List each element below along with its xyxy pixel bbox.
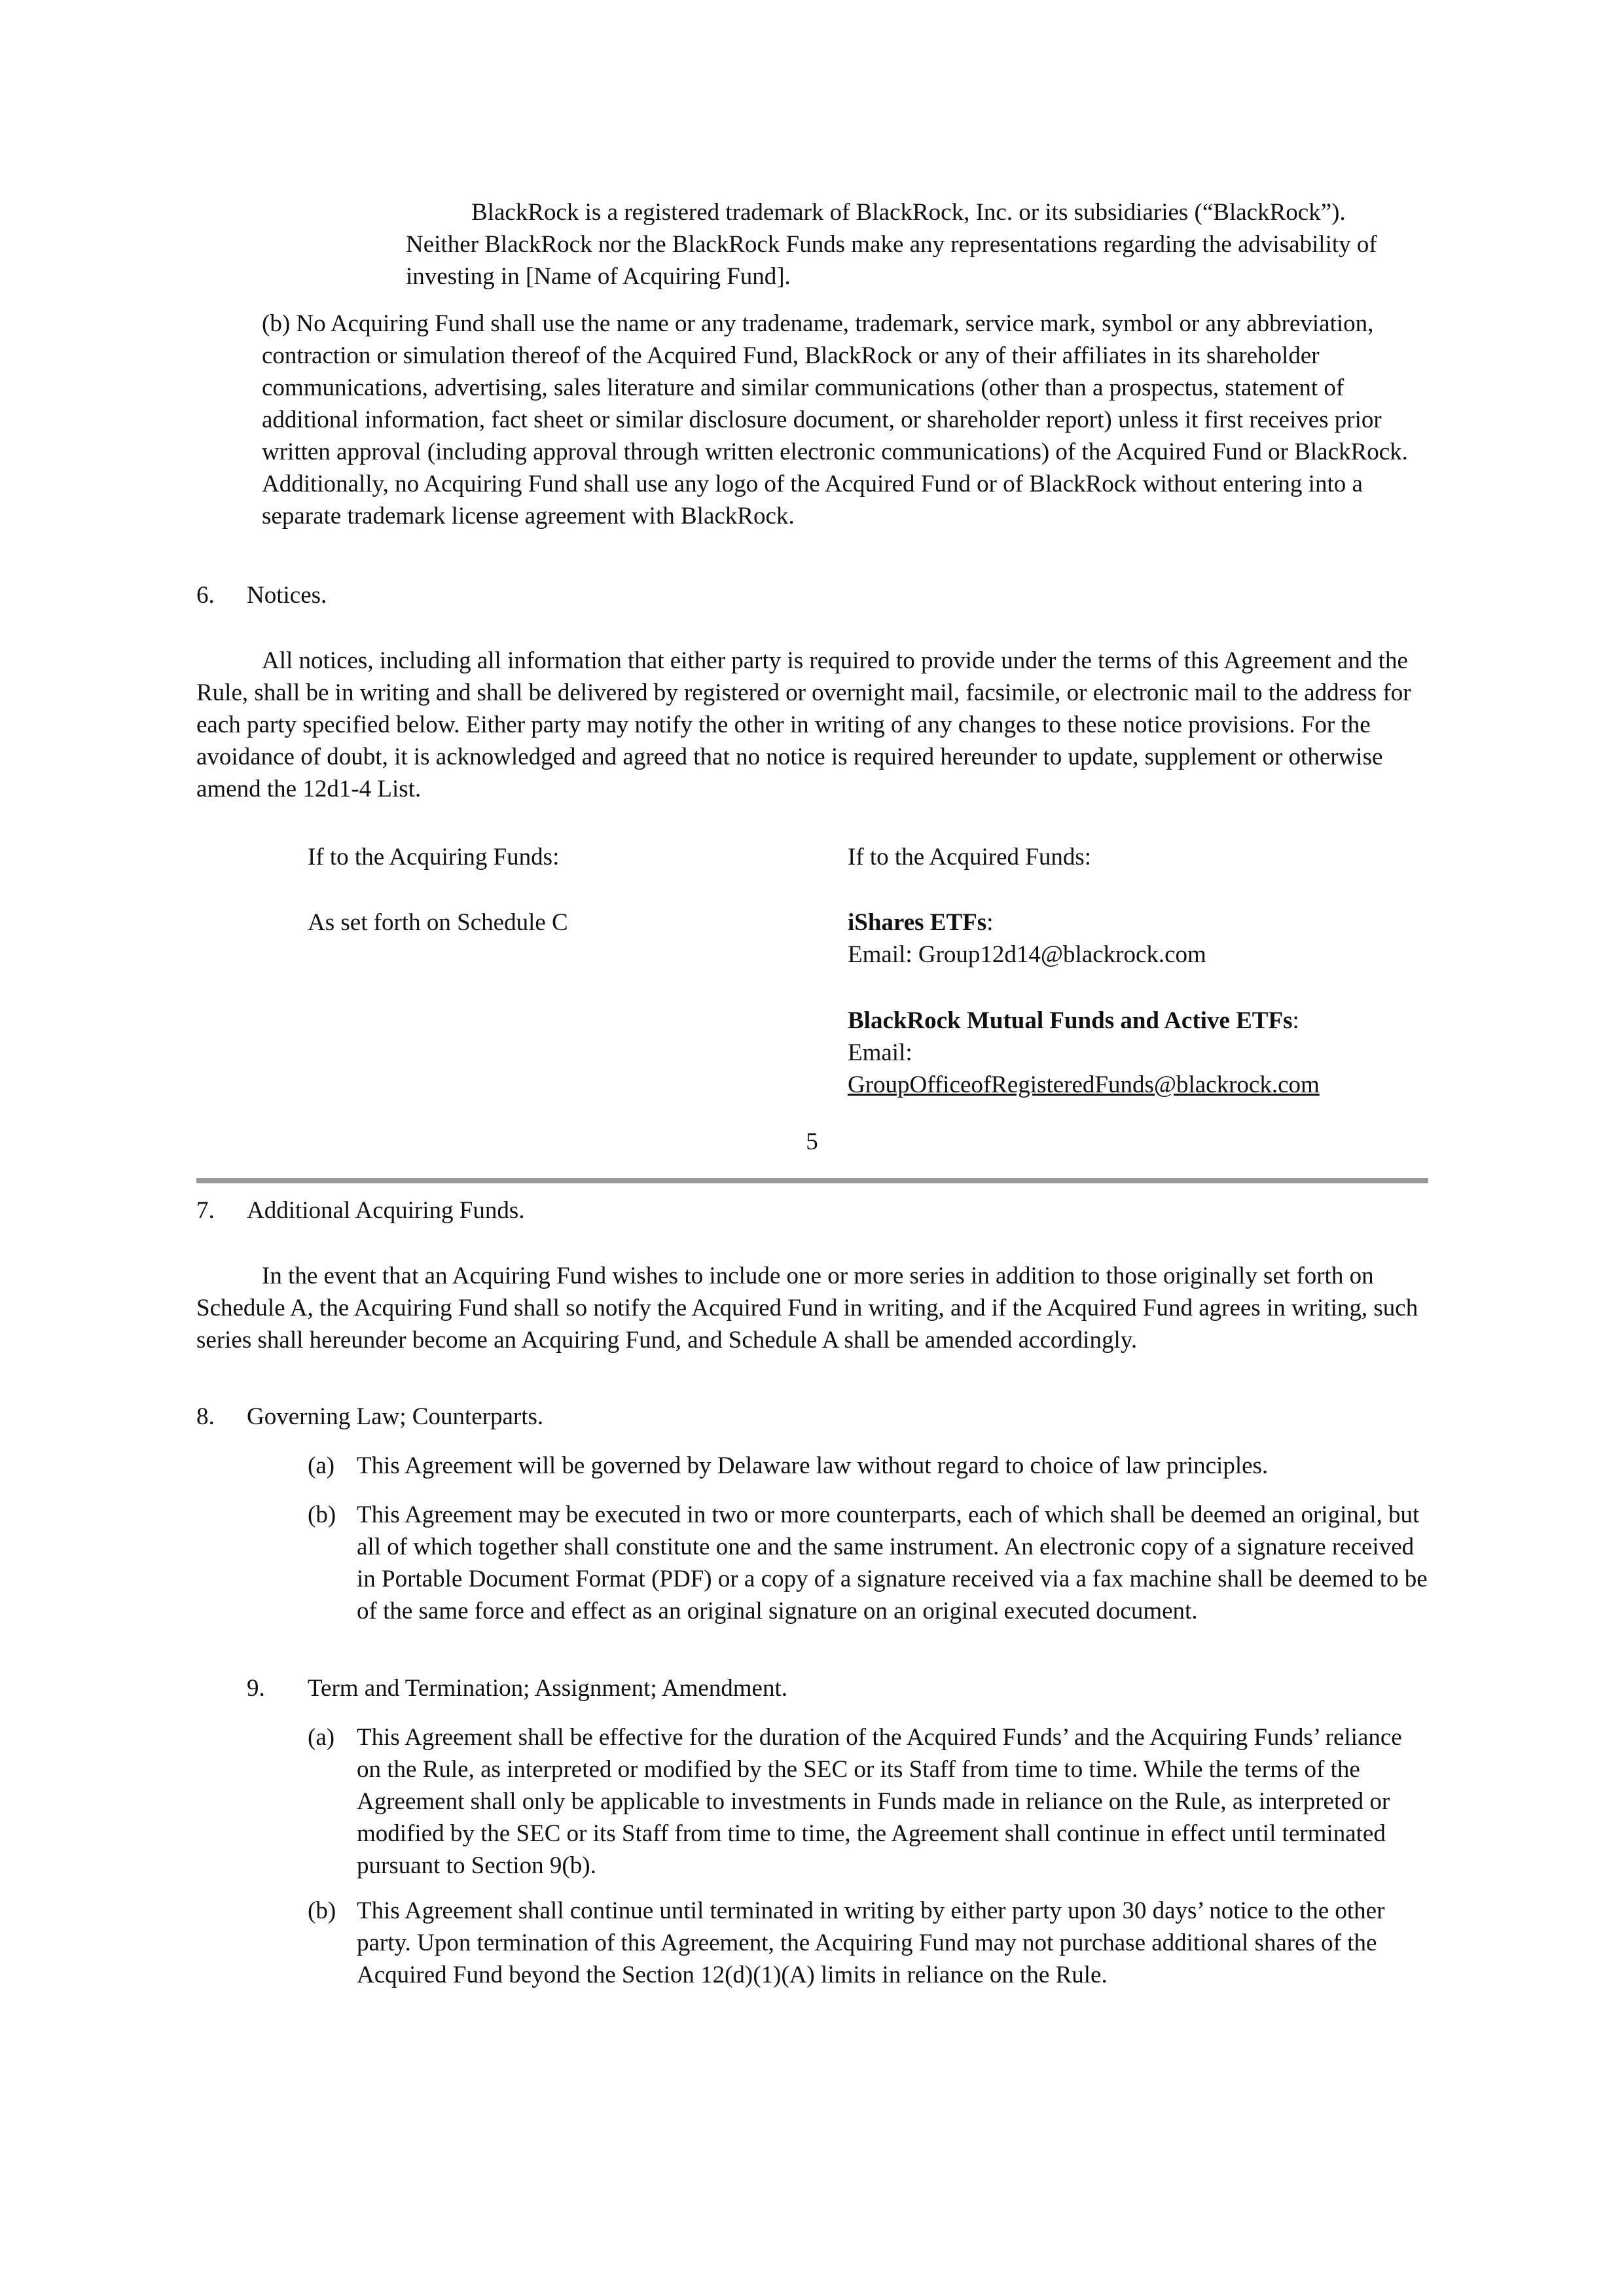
mutual-funds-contact [848,1005,1424,1101]
ishares-colon: : [986,909,994,936]
paragraph-5b: (b) No Acquiring Fund shall use the name or any tradename, trademark, service mark, symbol or any abbreviation, contraction or simulation thereof of the Acquired Fund, BlackRock or any of their affiliates in its shareholder communications, advertising, sales literature and similar communications (other than a prospectus, statement of additional information, fact sheet or similar disclosure document, or shareholder report) unless it first receives prior written approval (including approval through written electronic communications) of the Acquired Fund or BlackRock. Additionally, no Acquiring Fund shall use any logo of the Acquired Fund or of BlackRock without entering into a separate trademark license agreement with BlackRock. [262,310,1408,529]
section-8a-text: This Agreement will be governed by Delaware law without regard to choice of law principles. [357,1452,1269,1479]
ishares-contact [848,906,1424,971]
section-9b-text: This Agreement shall continue until terminated in writing by either party upon 30 days’ notice to the other party. Upon termination of this Agreement, the Acquiring Fund may not purchase additional shares of the Acquired Fund beyond the Section 12(d)(1)(A) limits in reliance on the Rule. [357,1897,1385,1988]
section-8b-label: (b) [308,1501,336,1528]
section-9b-label: (b) [308,1897,336,1924]
section-7-body: In the event that an Acquiring Fund wishes to include one or more series in addition to those originally set forth on Schedule A, the Acquiring Fund shall so notify the Acquired Fund in writing, and if the Acquired Fund agrees in writing, such series shall hereunder become an Acquiring Fund, and Schedule A shall be amended accordingly. [196,1263,1418,1354]
section-9a-text: This Agreement shall be effective for the duration of the Acquired Funds’ and the Acquiring Funds’ reliance on the Rule, as interpreted or modified by the SEC or its Staff from time to time. While the terms of the Agreement shall only be applicable to investments in Funds made in reliance on the Rule, as interpreted or modified by the SEC or its Staff from time to time, the Agreement shall continue in effect until terminated pursuant to Section 9(b). [357,1724,1402,1879]
mutual-funds-colon: : [1292,1007,1299,1034]
acquiring-funds-address: As set forth on Schedule C [308,909,568,936]
section-9-number: 9. [247,1675,265,1702]
page-number: 5 [806,1128,818,1155]
section-9-title: Term and Termination; Assignment; Amendment. [308,1675,788,1702]
section-9a-label: (a) [308,1724,335,1751]
notices-body: All notices, including all information that either party is required to provide under the terms of this Agreement and the Rule, shall be in writing and shall be delivered by registered or overnight mail, facsimile, or electronic mail to the address for each party specified below. Either party may notify the other in writing of any changes to these notice provisions. For the avoidance of doubt, it is acknowledged and agreed that no notice is required hereunder to update, supplement or otherwise amend the 12d1-4 List. [196,647,1411,802]
section-8-number: 8. [196,1403,215,1430]
ishares-email: Email: Group12d14@blackrock.com [848,941,1206,968]
acquired-funds-heading: If to the Acquired Funds: [848,844,1092,870]
section-8a-label: (a) [308,1452,335,1479]
section-8b-text: This Agreement may be executed in two or more counterparts, each of which shall be deemed an original, but all of which together shall constitute one and the same instrument. An electronic copy of a signature received in Portable Document Format (PDF) or a copy of a signature received via a fax machine shall be deemed to be of the same force and effect as an original signature on an original executed document. [357,1501,1428,1624]
page-divider [196,1178,1428,1183]
section-7-number: 7. [196,1197,215,1224]
section-6-number: 6. [196,582,215,609]
section-8-title: Governing Law; Counterparts. [247,1403,544,1430]
section-7-title: Additional Acquiring Funds. [247,1197,525,1224]
ishares-label: iShares ETFs [848,909,987,936]
trademark-disclaimer: BlackRock is a registered trademark of BlackRock, Inc. or its subsidiaries (“BlackRock”). Neither BlackRock nor the BlackRock Funds make any representations regarding the advisability of investing in [Name of Acquiring Fund]. [406,199,1377,290]
section-6-title: Notices. [247,582,327,609]
mutual-funds-email-label: Email: [848,1039,912,1066]
mutual-funds-email-link[interactable]: GroupOfficeofRegisteredFunds@blackrock.com [848,1071,1320,1098]
acquiring-funds-heading: If to the Acquiring Funds: [308,844,560,870]
mutual-funds-label: BlackRock Mutual Funds and Active ETFs [848,1007,1293,1034]
